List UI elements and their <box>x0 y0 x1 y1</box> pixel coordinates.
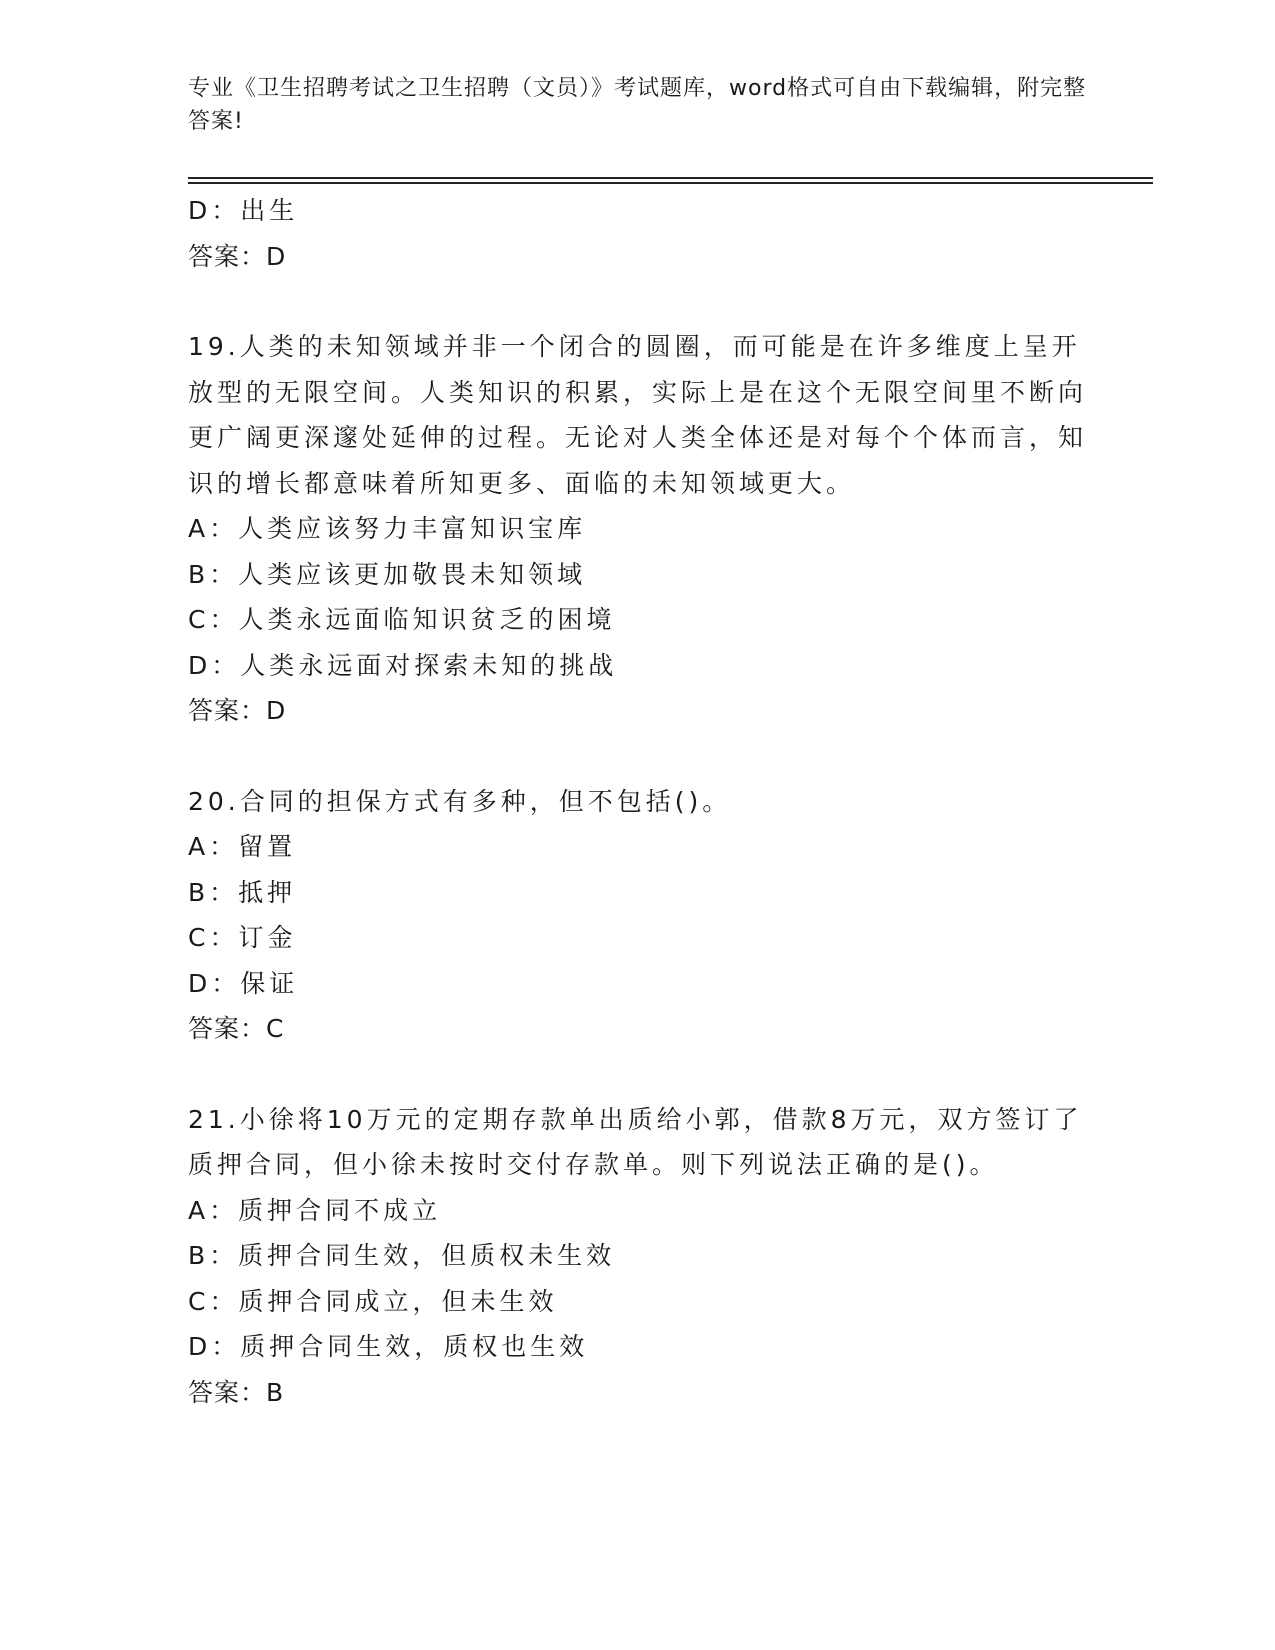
question-list <box>188 188 1088 1415</box>
option-c: C：质押合同成立，但未生效 <box>188 1286 558 1316</box>
question-stem: 20.合同的担保方式有多种，但不包括()。 <box>188 786 732 816</box>
option-c: C：订金 <box>188 923 297 952</box>
option-b: B：抵押 <box>188 877 297 907</box>
option-b: B：人类应该更加敬畏未知领域 <box>188 559 587 589</box>
option-b: B：质押合同生效，但质权未生效 <box>188 1241 616 1270</box>
previous-answer: 答案：D <box>188 241 287 271</box>
previous-option-d: D：出生 <box>188 196 299 225</box>
answer: 答案：B <box>188 1377 285 1407</box>
option-d: D：人类永远面对探索未知的挑战 <box>188 650 618 680</box>
page-header <box>188 72 1088 138</box>
spacer <box>188 1052 1088 1097</box>
header-rule-top <box>188 177 1153 179</box>
header-rule-bottom <box>188 182 1153 184</box>
option-a: A：质押合同不成立 <box>188 1195 442 1225</box>
option-d: D：质押合同生效，质权也生效 <box>188 1332 589 1361</box>
question-stem: 19.人类的未知领域并非一个闭合的圆圈，而可能是在许多维度上呈开放型的无限空间。人类知识的积累，实际上是在这个无限空间里不断向更广阔更深邃处延伸的过程。无论对人类全体还是对每个个体而言，知识的增长都意味着所知更多、面临的未知领域更大。 <box>188 332 1088 498</box>
option-c: C：人类永远面临知识贫乏的困境 <box>188 605 616 634</box>
answer: 答案：D <box>188 696 287 725</box>
option-d: D：保证 <box>188 968 299 998</box>
spacer <box>188 734 1088 779</box>
question-19 <box>188 324 1088 734</box>
answer: 答案：C <box>188 1014 285 1043</box>
question-21 <box>188 1097 1088 1416</box>
option-a: A：留置 <box>188 832 297 861</box>
header-text: 专业《卫生招聘考试之卫生招聘（文员）》考试题库，word格式可自由下载编辑，附完整答案! <box>188 76 1087 134</box>
question-20 <box>188 779 1088 1052</box>
option-a: A：人类应该努力丰富知识宝库 <box>188 514 587 543</box>
question-stem: 21.小徐将10万元的定期存款单出质给小郭，借款8万元，双方签订了质押合同，但小徐未按时交付存款单。则下列说法正确的是()。 <box>188 1104 1083 1179</box>
spacer <box>188 279 1088 324</box>
